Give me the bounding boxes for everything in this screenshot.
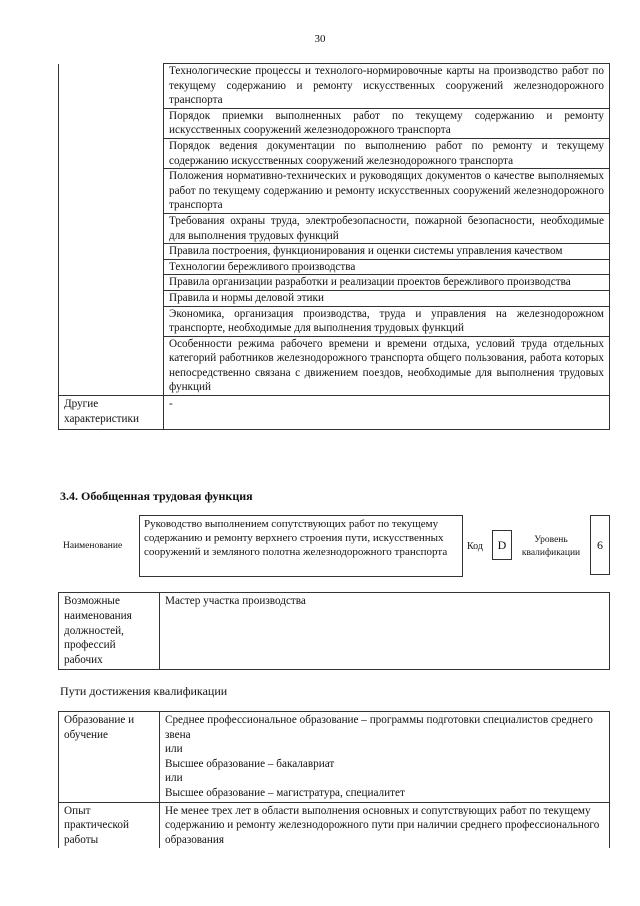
knowledge-item: Требования охраны труда, электробезопасности, пожарной безопасности, необходимые для выполнения трудовых функций: [164, 213, 610, 243]
knowledge-item: Положения нормативно-технических и руководящих документов о качестве выполняемых работ по текущему содержанию и ремонту искусственных сооружений железнодорожного транспорта: [164, 169, 610, 214]
positions-table: [58, 592, 610, 670]
knowledge-item: Правила и нормы деловой этики: [164, 290, 610, 306]
function-name-value: Руководство выполнением сопутствующих работ по текущему содержанию и ремонту верхнего строения пути, искусственных сооружений и земляного полотна железнодорожного транспорта: [139, 515, 463, 577]
table-row: [59, 712, 610, 803]
education-line: Высшее образование – бакалавриат: [165, 757, 335, 770]
knowledge-item: Экономика, организация производства, труда и управления на железнодорожном транспорте, необходимые для выполнения трудовых функций: [164, 306, 610, 336]
table-row: [59, 593, 610, 670]
other-characteristics-row: [59, 396, 610, 430]
education-line: или: [165, 743, 183, 756]
education-label: Образование и обучение: [59, 712, 160, 803]
knowledge-item: Особенности режима рабочего времени и времени отдыха, условий труда отдельных категорий работников железнодорожного транспорта общего пользования, работа которых непосредственно связана с движением поездов, необходимые для выполнения трудовых функций: [164, 336, 610, 395]
other-characteristics-value: -: [164, 396, 610, 430]
table-row: [59, 275, 610, 291]
education-line: Среднее профессиональное образование – программы подготовки специалистов среднего звена: [165, 714, 593, 741]
code-value: D: [492, 530, 512, 560]
section-title: 3.4. Обобщенная трудовая функция: [60, 489, 253, 503]
experience-label: Опыт практической работы: [59, 802, 160, 848]
table-row: [59, 138, 610, 168]
table-row: [59, 169, 610, 214]
table-row: [59, 802, 610, 848]
experience-value: Не менее трех лет в области выполнения основных и сопутствующих работ по текущему содержанию и ремонту железнодорожного пути при наличии среднего профессионального образования: [160, 802, 610, 848]
table-row: [59, 108, 610, 138]
knowledge-item: Правила организации разработки и реализации проектов бережливого производства: [164, 275, 610, 291]
table-row: [59, 259, 610, 275]
name-label: Наименование: [63, 541, 123, 551]
education-table: [58, 711, 610, 848]
knowledge-table: [58, 63, 610, 430]
education-line: или: [165, 772, 183, 785]
education-value: [160, 712, 610, 803]
education-line: Высшее образование – магистратура, специалитет: [165, 786, 405, 799]
knowledge-item: Порядок ведения документации по выполнению работ по ремонту и текущему содержанию искусственных сооружений железнодорожного транспорта: [164, 138, 610, 168]
knowledge-item: Порядок приемки выполненных работ по текущему содержанию и ремонту искусственных сооружений железнодорожного транспорта: [164, 108, 610, 138]
knowledge-item: Правила построения, функционирования и оценки системы управления качеством: [164, 244, 610, 260]
qualification-level-value: 6: [590, 515, 610, 575]
table-row: [59, 64, 610, 109]
qualification-level-label: Уровень квалификации: [521, 535, 581, 558]
table-row: [59, 290, 610, 306]
positions-label: Возможные наименования должностей, профессий рабочих: [59, 593, 160, 670]
positions-value: Мастер участка производства: [160, 593, 610, 670]
page-number: 30: [314, 33, 326, 45]
table-row: [59, 306, 610, 336]
knowledge-item: Технологические процессы и технолого-нормировочные карты на производство работ по текущему содержанию и ремонту искусственных сооружений железнодорожного транспорта: [164, 64, 610, 109]
table-row: [59, 213, 610, 243]
knowledge-item: Технологии бережливого производства: [164, 259, 610, 275]
other-characteristics-label: Другие характеристики: [59, 396, 164, 430]
paths-title: Пути достижения квалификации: [60, 684, 228, 698]
code-label: Код: [467, 541, 483, 552]
table-row: [59, 244, 610, 260]
table-row: [59, 336, 610, 395]
